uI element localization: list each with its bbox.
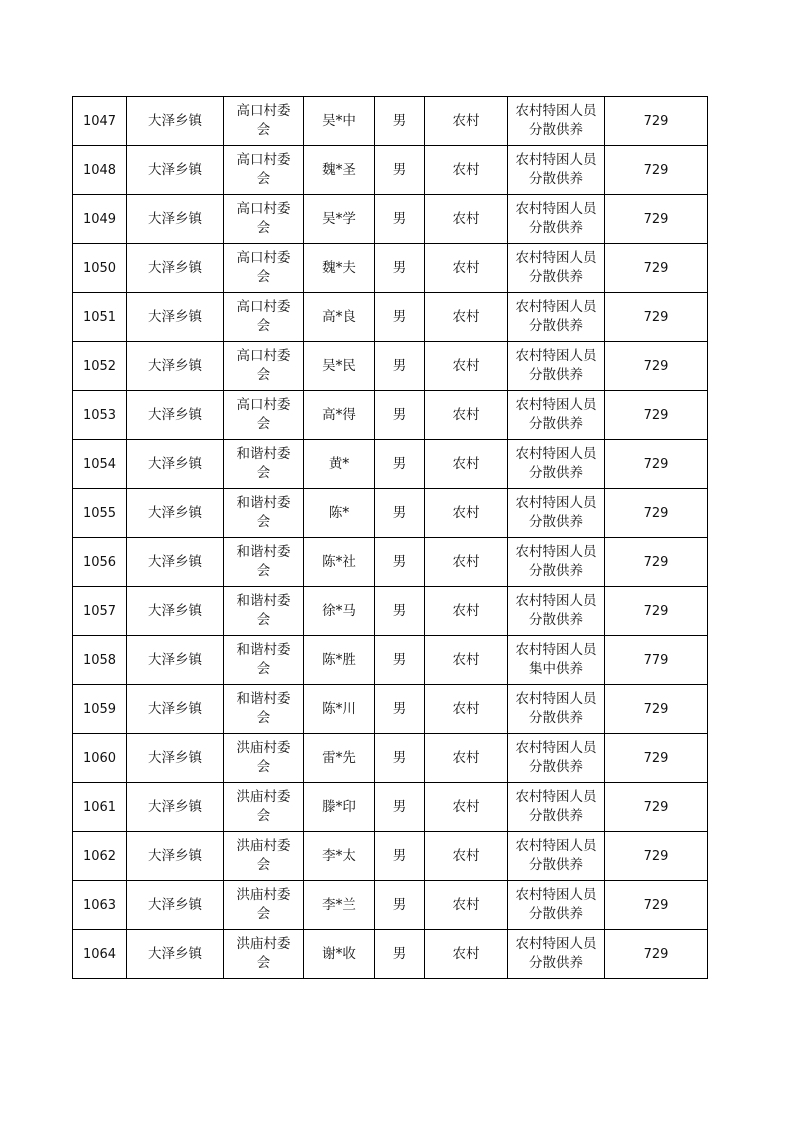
serial-number-cell: 1062 (73, 832, 127, 881)
serial-number-cell: 1054 (73, 440, 127, 489)
area-type-cell: 农村 (425, 930, 508, 979)
serial-number-cell: 1056 (73, 538, 127, 587)
person-name-cell: 魏*夫 (304, 244, 375, 293)
amount-cell: 729 (605, 293, 708, 342)
township-cell: 大泽乡镇 (127, 440, 224, 489)
support-type-cell-text: 农村特困人员分散供养 (515, 740, 597, 775)
support-type-cell (508, 734, 605, 783)
area-type-cell: 农村 (425, 734, 508, 783)
support-type-cell (508, 832, 605, 881)
village-committee-cell-text: 高口村委会 (236, 103, 291, 138)
table-row (73, 930, 708, 979)
person-name-cell: 谢*收 (304, 930, 375, 979)
support-type-cell-text: 农村特困人员集中供养 (515, 642, 597, 677)
village-committee-cell (224, 293, 304, 342)
person-name-cell: 吴*中 (304, 97, 375, 146)
support-type-cell (508, 881, 605, 930)
village-committee-cell (224, 930, 304, 979)
serial-number-cell: 1059 (73, 685, 127, 734)
township-cell: 大泽乡镇 (127, 97, 224, 146)
person-name-cell: 吴*民 (304, 342, 375, 391)
township-cell: 大泽乡镇 (127, 538, 224, 587)
person-name-cell: 李*兰 (304, 881, 375, 930)
village-committee-cell (224, 783, 304, 832)
amount-cell: 729 (605, 685, 708, 734)
support-type-cell-text: 农村特困人员分散供养 (515, 593, 597, 628)
table-row (73, 440, 708, 489)
table-row (73, 391, 708, 440)
serial-number-cell: 1049 (73, 195, 127, 244)
support-type-cell-text: 农村特困人员分散供养 (515, 299, 597, 334)
support-type-cell-text: 农村特困人员分散供养 (515, 201, 597, 236)
serial-number-cell: 1057 (73, 587, 127, 636)
table-row (73, 97, 708, 146)
gender-cell: 男 (375, 685, 425, 734)
support-type-cell (508, 538, 605, 587)
table-row (73, 685, 708, 734)
support-type-cell (508, 146, 605, 195)
gender-cell: 男 (375, 636, 425, 685)
serial-number-cell: 1048 (73, 146, 127, 195)
township-cell: 大泽乡镇 (127, 244, 224, 293)
township-cell: 大泽乡镇 (127, 587, 224, 636)
village-committee-cell-text: 和谐村委会 (236, 495, 291, 530)
support-type-cell (508, 783, 605, 832)
village-committee-cell-text: 洪庙村委会 (236, 838, 291, 873)
support-type-cell (508, 440, 605, 489)
village-committee-cell (224, 538, 304, 587)
support-type-cell (508, 195, 605, 244)
area-type-cell: 农村 (425, 244, 508, 293)
support-type-cell-text: 农村特困人员分散供养 (515, 348, 597, 383)
table-row (73, 489, 708, 538)
village-committee-cell-text: 高口村委会 (236, 299, 291, 334)
village-committee-cell (224, 685, 304, 734)
gender-cell: 男 (375, 342, 425, 391)
village-committee-cell-text: 和谐村委会 (236, 642, 291, 677)
area-type-cell: 农村 (425, 832, 508, 881)
support-type-cell-text: 农村特困人员分散供养 (515, 887, 597, 922)
support-type-cell-text: 农村特困人员分散供养 (515, 544, 597, 579)
gender-cell: 男 (375, 832, 425, 881)
village-committee-cell-text: 和谐村委会 (236, 544, 291, 579)
township-cell: 大泽乡镇 (127, 391, 224, 440)
township-cell: 大泽乡镇 (127, 195, 224, 244)
table-row (73, 293, 708, 342)
amount-cell: 729 (605, 440, 708, 489)
person-name-cell: 陈*川 (304, 685, 375, 734)
township-cell: 大泽乡镇 (127, 636, 224, 685)
amount-cell: 779 (605, 636, 708, 685)
table-row (73, 587, 708, 636)
amount-cell: 729 (605, 734, 708, 783)
village-committee-cell-text: 高口村委会 (236, 152, 291, 187)
serial-number-cell: 1047 (73, 97, 127, 146)
village-committee-cell (224, 587, 304, 636)
gender-cell: 男 (375, 97, 425, 146)
support-type-cell (508, 97, 605, 146)
village-committee-cell-text: 洪庙村委会 (236, 887, 291, 922)
support-type-cell (508, 391, 605, 440)
area-type-cell: 农村 (425, 587, 508, 636)
amount-cell: 729 (605, 538, 708, 587)
person-name-cell: 黄* (304, 440, 375, 489)
village-committee-cell (224, 636, 304, 685)
gender-cell: 男 (375, 293, 425, 342)
amount-cell: 729 (605, 146, 708, 195)
support-type-cell (508, 587, 605, 636)
support-type-cell-text: 农村特困人员分散供养 (515, 250, 597, 285)
amount-cell: 729 (605, 587, 708, 636)
amount-cell: 729 (605, 489, 708, 538)
village-committee-cell (224, 244, 304, 293)
village-committee-cell (224, 342, 304, 391)
village-committee-cell (224, 832, 304, 881)
recipient-table-body (73, 97, 708, 979)
gender-cell: 男 (375, 930, 425, 979)
village-committee-cell (224, 440, 304, 489)
table-row (73, 881, 708, 930)
person-name-cell: 陈* (304, 489, 375, 538)
township-cell: 大泽乡镇 (127, 489, 224, 538)
serial-number-cell: 1064 (73, 930, 127, 979)
serial-number-cell: 1060 (73, 734, 127, 783)
area-type-cell: 农村 (425, 97, 508, 146)
table-row (73, 195, 708, 244)
village-committee-cell-text: 洪庙村委会 (236, 740, 291, 775)
serial-number-cell: 1063 (73, 881, 127, 930)
area-type-cell: 农村 (425, 881, 508, 930)
person-name-cell: 高*得 (304, 391, 375, 440)
amount-cell: 729 (605, 342, 708, 391)
village-committee-cell-text: 洪庙村委会 (236, 936, 291, 971)
township-cell: 大泽乡镇 (127, 930, 224, 979)
area-type-cell: 农村 (425, 391, 508, 440)
township-cell: 大泽乡镇 (127, 881, 224, 930)
area-type-cell: 农村 (425, 636, 508, 685)
serial-number-cell: 1050 (73, 244, 127, 293)
recipient-table (72, 96, 708, 979)
serial-number-cell: 1051 (73, 293, 127, 342)
village-committee-cell (224, 146, 304, 195)
village-committee-cell (224, 195, 304, 244)
amount-cell: 729 (605, 244, 708, 293)
support-type-cell-text: 农村特困人员分散供养 (515, 152, 597, 187)
amount-cell: 729 (605, 391, 708, 440)
village-committee-cell-text: 高口村委会 (236, 201, 291, 236)
support-type-cell-text: 农村特困人员分散供养 (515, 495, 597, 530)
area-type-cell: 农村 (425, 685, 508, 734)
township-cell: 大泽乡镇 (127, 342, 224, 391)
table-row (73, 832, 708, 881)
area-type-cell: 农村 (425, 342, 508, 391)
support-type-cell (508, 489, 605, 538)
person-name-cell: 陈*社 (304, 538, 375, 587)
village-committee-cell-text: 和谐村委会 (236, 691, 291, 726)
village-committee-cell-text: 和谐村委会 (236, 446, 291, 481)
serial-number-cell: 1052 (73, 342, 127, 391)
area-type-cell: 农村 (425, 293, 508, 342)
amount-cell: 729 (605, 930, 708, 979)
amount-cell: 729 (605, 783, 708, 832)
gender-cell: 男 (375, 587, 425, 636)
area-type-cell: 农村 (425, 440, 508, 489)
area-type-cell: 农村 (425, 538, 508, 587)
amount-cell: 729 (605, 97, 708, 146)
gender-cell: 男 (375, 244, 425, 293)
support-type-cell (508, 293, 605, 342)
village-committee-cell (224, 881, 304, 930)
gender-cell: 男 (375, 489, 425, 538)
support-type-cell-text: 农村特困人员分散供养 (515, 446, 597, 481)
area-type-cell: 农村 (425, 783, 508, 832)
person-name-cell: 陈*胜 (304, 636, 375, 685)
village-committee-cell-text: 洪庙村委会 (236, 789, 291, 824)
serial-number-cell: 1061 (73, 783, 127, 832)
support-type-cell (508, 244, 605, 293)
gender-cell: 男 (375, 146, 425, 195)
amount-cell: 729 (605, 195, 708, 244)
support-type-cell-text: 农村特困人员分散供养 (515, 397, 597, 432)
gender-cell: 男 (375, 391, 425, 440)
village-committee-cell-text: 高口村委会 (236, 348, 291, 383)
table-row (73, 734, 708, 783)
area-type-cell: 农村 (425, 146, 508, 195)
person-name-cell: 李*太 (304, 832, 375, 881)
gender-cell: 男 (375, 440, 425, 489)
village-committee-cell-text: 高口村委会 (236, 250, 291, 285)
serial-number-cell: 1053 (73, 391, 127, 440)
support-type-cell-text: 农村特困人员分散供养 (515, 936, 597, 971)
support-type-cell-text: 农村特困人员分散供养 (515, 789, 597, 824)
serial-number-cell: 1058 (73, 636, 127, 685)
person-name-cell: 雷*先 (304, 734, 375, 783)
table-row (73, 244, 708, 293)
village-committee-cell (224, 734, 304, 783)
area-type-cell: 农村 (425, 195, 508, 244)
table-row (73, 146, 708, 195)
support-type-cell (508, 685, 605, 734)
village-committee-cell (224, 391, 304, 440)
village-committee-cell (224, 97, 304, 146)
person-name-cell: 徐*马 (304, 587, 375, 636)
township-cell: 大泽乡镇 (127, 293, 224, 342)
support-type-cell-text: 农村特困人员分散供养 (515, 691, 597, 726)
village-committee-cell-text: 高口村委会 (236, 397, 291, 432)
township-cell: 大泽乡镇 (127, 832, 224, 881)
village-committee-cell (224, 489, 304, 538)
township-cell: 大泽乡镇 (127, 734, 224, 783)
person-name-cell: 吴*学 (304, 195, 375, 244)
support-type-cell (508, 930, 605, 979)
township-cell: 大泽乡镇 (127, 783, 224, 832)
gender-cell: 男 (375, 538, 425, 587)
table-row (73, 342, 708, 391)
gender-cell: 男 (375, 195, 425, 244)
table-row (73, 783, 708, 832)
serial-number-cell: 1055 (73, 489, 127, 538)
support-type-cell (508, 342, 605, 391)
township-cell: 大泽乡镇 (127, 146, 224, 195)
township-cell: 大泽乡镇 (127, 685, 224, 734)
gender-cell: 男 (375, 881, 425, 930)
table-row (73, 636, 708, 685)
support-type-cell-text: 农村特困人员分散供养 (515, 838, 597, 873)
person-name-cell: 高*良 (304, 293, 375, 342)
person-name-cell: 滕*印 (304, 783, 375, 832)
gender-cell: 男 (375, 734, 425, 783)
village-committee-cell-text: 和谐村委会 (236, 593, 291, 628)
amount-cell: 729 (605, 881, 708, 930)
table-row (73, 538, 708, 587)
support-type-cell-text: 农村特困人员分散供养 (515, 103, 597, 138)
support-type-cell (508, 636, 605, 685)
person-name-cell: 魏*圣 (304, 146, 375, 195)
gender-cell: 男 (375, 783, 425, 832)
area-type-cell: 农村 (425, 489, 508, 538)
amount-cell: 729 (605, 832, 708, 881)
